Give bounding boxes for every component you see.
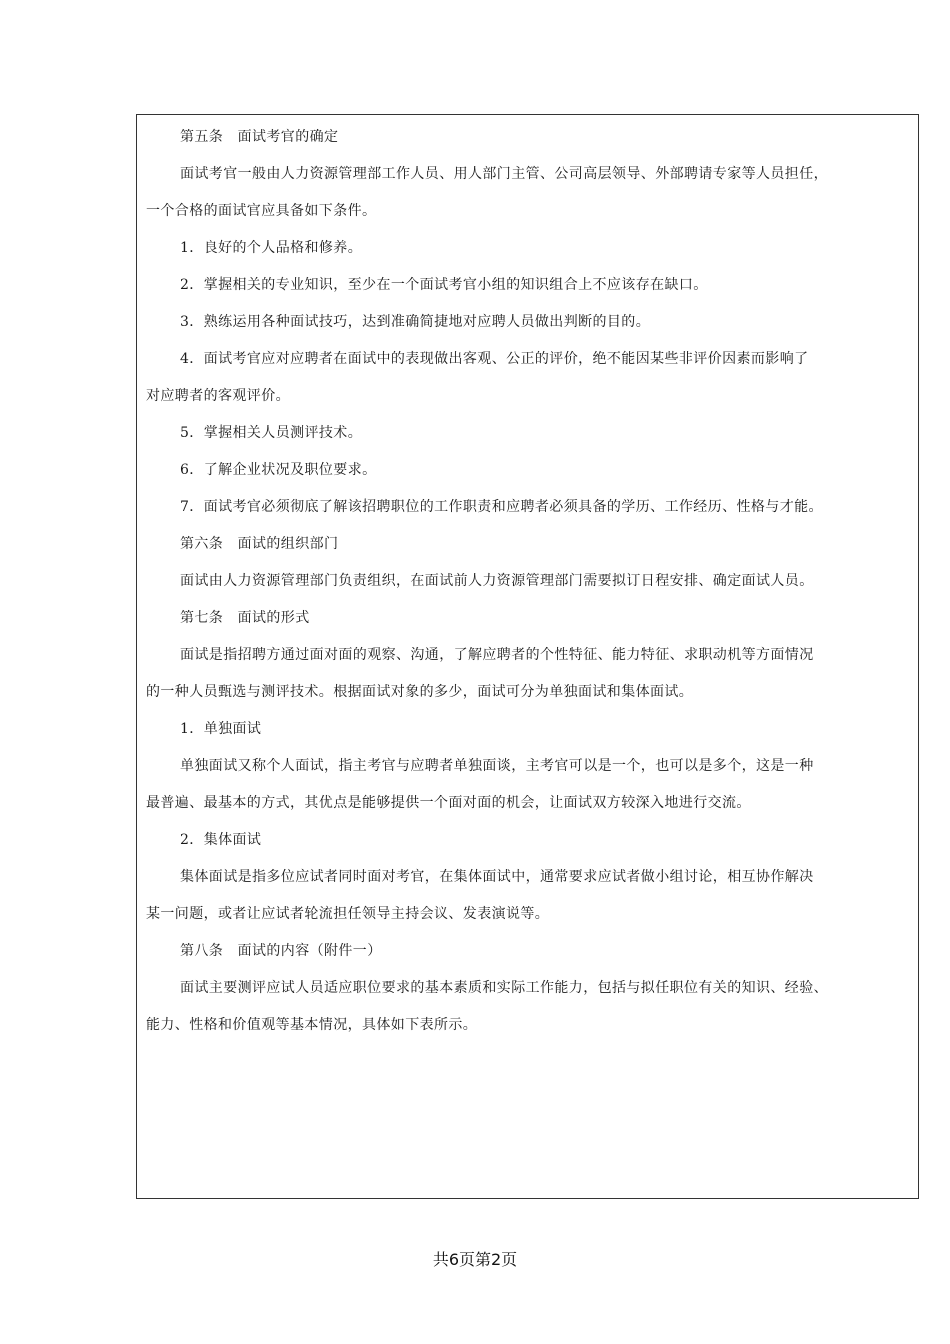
- paragraph-line: 对应聘者的客观评价。: [146, 388, 290, 404]
- paragraph-line: 最普遍、最基本的方式，其优点是能够提供一个面对面的机会，让面试双方较深入地进行交流。: [146, 795, 751, 811]
- list-item-3: 3．熟练运用各种面试技巧，达到准确简捷地对应聘人员做出判断的目的。: [180, 314, 651, 330]
- section-heading-article-6: 第六条 面试的组织部门: [180, 536, 339, 552]
- subheading-group-interview: 2．集体面试: [180, 832, 262, 848]
- paragraph-line: 某一问题，或者让应试者轮流担任领导主持会议、发表演说等。: [146, 906, 550, 922]
- paragraph-line: 能力、性格和价值观等基本情况，具体如下表所示。: [146, 1017, 478, 1033]
- paragraph-line: 面试主要测评应试人员适应职位要求的基本素质和实际工作能力，包括与拟任职位有关的知识、经验、: [180, 980, 828, 996]
- paragraph-line: 面试由人力资源管理部门负责组织，在面试前人力资源管理部门需要拟订日程安排、确定面试人员。: [180, 573, 814, 589]
- list-item-1: 1．良好的个人品格和修养。: [180, 240, 363, 256]
- section-heading-article-7: 第七条 面试的形式: [180, 610, 310, 626]
- list-item-2: 2．掌握相关的专业知识，至少在一个面试考官小组的知识组合上不应该存在缺口。: [180, 277, 708, 293]
- document-frame: [136, 114, 919, 1199]
- paragraph-line: 的一种人员甄选与测评技术。根据面试对象的多少，面试可分为单独面试和集体面试。: [146, 684, 694, 700]
- section-heading-article-8: 第八条 面试的内容（附件一）: [180, 943, 382, 959]
- list-item-4: 4．面试考官应对应聘者在面试中的表现做出客观、公正的评价，绝不能因某些非评价因素而影响了: [180, 351, 809, 367]
- subheading-individual-interview: 1．单独面试: [180, 721, 262, 737]
- paragraph-line: 面试考官一般由人力资源管理部工作人员、用人部门主管、公司高层领导、外部聘请专家等人员担任，: [180, 166, 828, 182]
- paragraph-line: 一个合格的面试官应具备如下条件。: [146, 203, 377, 219]
- paragraph-line: 单独面试又称个人面试，指主考官与应聘者单独面谈，主考官可以是一个，也可以是多个，这是一种: [180, 758, 814, 774]
- section-heading-article-5: 第五条 面试考官的确定: [180, 129, 339, 145]
- list-item-6: 6．了解企业状况及职位要求。: [180, 462, 377, 478]
- list-item-5: 5．掌握相关人员测评技术。: [180, 425, 363, 441]
- list-item-7: 7．面试考官必须彻底了解该招聘职位的工作职责和应聘者必须具备的学历、工作经历、性格与才能。: [180, 499, 823, 515]
- page-footer: 共6页第2页: [432, 1250, 518, 1269]
- paragraph-line: 集体面试是指多位应试者同时面对考官，在集体面试中，通常要求应试者做小组讨论，相互协作解决: [180, 869, 814, 885]
- paragraph-line: 面试是指招聘方通过面对面的观察、沟通，了解应聘者的个性特征、能力特征、求职动机等方面情况: [180, 647, 814, 663]
